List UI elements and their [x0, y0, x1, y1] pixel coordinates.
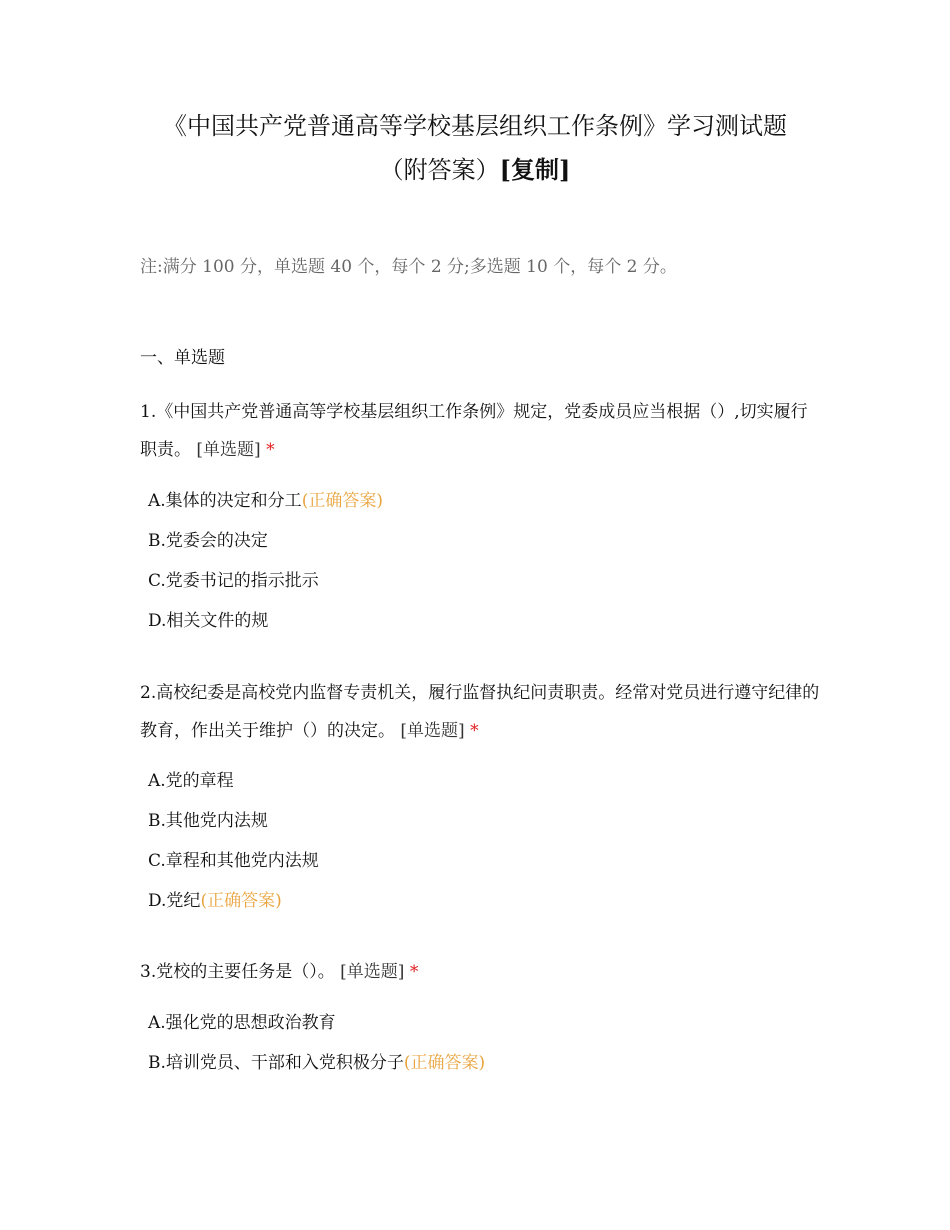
correct-answer-mark: (正确答案) — [403, 1053, 486, 1073]
section-heading-single-choice: 一、单选题 — [140, 348, 225, 368]
question-2 — [140, 674, 820, 750]
option-label: A.强化党的思想政治教育 — [148, 1013, 336, 1033]
question-2-option-b[interactable] — [148, 806, 268, 831]
required-mark: * — [266, 440, 275, 460]
option-label: A.党的章程 — [148, 771, 234, 791]
question-3 — [140, 953, 820, 991]
title-line-2 — [0, 148, 950, 192]
question-3-option-a[interactable] — [148, 1008, 336, 1033]
option-label: D.相关文件的规 — [148, 611, 269, 631]
question-3-option-b[interactable] — [148, 1048, 485, 1073]
option-label: A.集体的决定和分工 — [148, 491, 302, 511]
question-2-option-a[interactable] — [148, 766, 234, 791]
question-1 — [140, 393, 820, 469]
question-1-option-a[interactable] — [148, 486, 383, 511]
question-3-text: 3.党校的主要任务是（）。 — [140, 962, 335, 982]
question-1-option-c[interactable] — [148, 566, 319, 591]
question-1-option-d[interactable] — [148, 606, 268, 631]
score-note: 注:满分 100 分，单选题 40 个，每个 2 分;多选题 10 个，每个 2 分。 — [140, 257, 677, 277]
option-label: B.其他党内法规 — [148, 811, 268, 831]
question-type-tag: [单选题] — [340, 962, 405, 982]
question-1-text: 1.《中国共产党普通高等学校基层组织工作条例》规定，党委成员应当根据（）,切实履行职责。 — [140, 402, 808, 460]
option-label: C.党委书记的指示批示 — [148, 571, 319, 591]
correct-answer-mark: (正确答案) — [301, 491, 383, 511]
option-label: B.党委会的决定 — [148, 531, 268, 551]
question-2-text: 2.高校纪委是高校党内监督专责机关，履行监督执纪问责职责。经常对党员进行遵守纪律的教育，作出关于维护（）的决定。 — [140, 683, 820, 741]
option-label: B.培训党员、干部和入党积极分子 — [148, 1053, 404, 1073]
option-label: D.党纪 — [148, 891, 201, 911]
question-type-tag: [单选题] — [400, 721, 465, 741]
document-title — [0, 104, 950, 192]
copy-link[interactable]: [复制] — [499, 155, 571, 184]
question-type-tag: [单选题] — [196, 440, 261, 460]
option-label: C.章程和其他党内法规 — [148, 851, 319, 871]
correct-answer-mark: (正确答案) — [200, 891, 282, 911]
question-2-option-c[interactable] — [148, 846, 319, 871]
required-mark: * — [470, 721, 479, 741]
required-mark: * — [409, 962, 419, 982]
title-line-2-prefix: （附答案） — [379, 156, 500, 184]
title-line-1: 《中国共产党普通高等学校基层组织工作条例》学习测试题 — [163, 112, 787, 140]
question-1-option-b[interactable] — [148, 526, 268, 551]
question-2-option-d[interactable] — [148, 886, 282, 911]
